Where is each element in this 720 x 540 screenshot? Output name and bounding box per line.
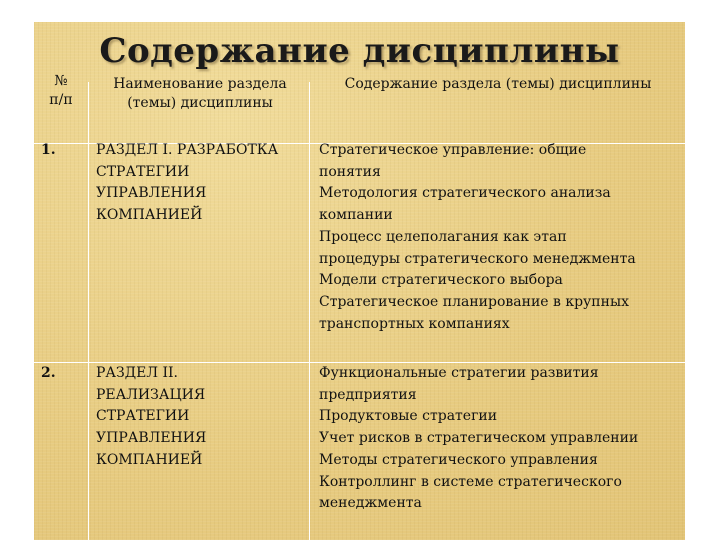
header-number: № п/п: [49, 73, 73, 108]
page-title: Содержание дисциплины: [99, 31, 620, 71]
slide: [34, 22, 685, 540]
row-1-section-name: РАЗДЕЛ I. РАЗРАБОТКА СТРАТЕГИИ УПРАВЛЕНИЯ КОМПАНИЕЙ: [96, 142, 279, 224]
row-2-section-name: РАЗДЕЛ II. РЕАЛИЗАЦИЯ СТРАТЕГИИ УПРАВЛЕНИЯ КОМПАНИЕЙ: [96, 365, 207, 468]
column-divider: [88, 82, 89, 540]
row-2-number: 2.: [41, 365, 56, 381]
header-section-name: Наименование раздела (темы) дисциплины: [113, 76, 287, 111]
header-section-content: Содержание раздела (темы) дисциплины: [344, 76, 652, 92]
row-2-section-content: Функциональные стратегии развития предприятия Продуктовые стратегии Учет рисков в стратегическом управлении Методы стратегического управления Контроллинг в системе стратегического менеджмента: [319, 365, 639, 512]
row-1-number: 1.: [41, 142, 56, 158]
row-1-section-content: Стратегическое управление: общие понятия Методология стратегического анализа компании Процесс целеполагания как этап процедуры стратегического менеджмента Модели стратегического выбора Стратегическое планирование в крупных транспортных компаниях: [319, 142, 636, 332]
